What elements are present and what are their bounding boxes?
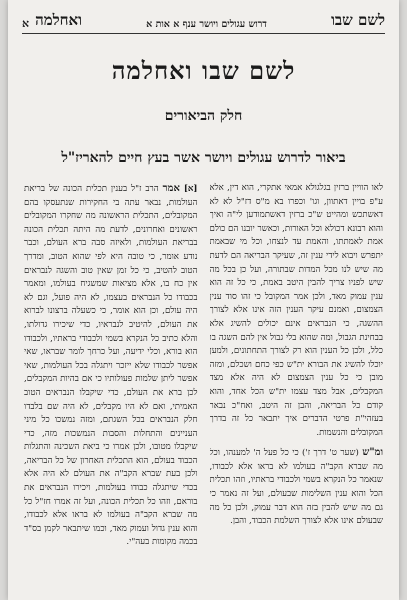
right-column-paragraph [24,182,198,550]
section-heading: ביאור לדרוש עגולים ויושר אשר בעץ חיים להאריז"ל [61,150,346,166]
page-subtitle: חלק הביאורים [164,108,243,124]
running-head-right-title: ואחלמה [35,11,82,29]
text-columns [24,182,383,592]
page-title: לשם שבו ואחלמה [111,56,296,85]
left-column-bottom-text: (שער ט' דרך ז') כי כל פעל ה' למענהו, וכל מה שברא הקב"ה בעולמו לא בראו אלא לכבודו, שנאמר כל הנקרא בשמי ולכבודי בראתיו, וזהו תכלית הכל והוא ענין השלימות שבעולם, ועל זה נאמר כי גם מה שיש להבין בזה הוא דבר עמוק, ולכן כל מה שבעולם אינו אלא לצורך השלמת הכבוד, והבן. [209,448,383,527]
lead-word: אמר [162,183,180,194]
document-page [8,0,399,600]
paragraph-mark: [א] [183,184,198,194]
left-column [210,182,384,592]
right-column [24,182,198,592]
running-head-subtitle: דרוש עגולים ויושר ענף א אות א [146,19,267,30]
left-column-bottom-paragraph [210,446,384,529]
running-head-left-title: לשם שבו [331,11,385,29]
left-column-paragraph: לאו הוויין ברזין בגלגולא אמאי אתקרי, הוא דין, אלא ע"פ בויין דאתוון, וגו' וכפרו בא מ"ס דז"ל לא לא דאשתכש ומהייט ש"כ ברזין דאשתמודען לי"ה ואיך והוא רבונא דכולא וכל האורות, וכאשר יובנו הם כולם אמת לאמתתו, והאמת עד לנצחו, וכל מי שבאמת יתפרש ויבוא לידי ענין זה, שעיקר הבריאה הם לדעת מה שיש לנו מכל המדות שבתורה, ועל כן בכל מה שיש לפניו צריך להבין היטב באמת, כי כל זה הוא ענין עמוק מאד, ולכן אמר המקובל כי זהו סוד ענין הצמצום, ואמנם עיקר הענין הזה אינו אלא לצורך ההשגה, כי הנבראים אינם יכולים להשיג אלא בבחינת הגבול, ומה שהוא בלי גבול אין להם השגה בו כלל, ולכן כל הענין הוא רק לצורך התחתונים, ולמען יוכלו להשיג את הבורא ית"ש כפי כחם ושכלם, ומזה מובן כי כל ענין הצמצום לא היה אלא מצד המקבלים, אבל מצד עצמו ית"ש הכל אחד, והוא קודם כל הבריאה, והבן זה היטב, ואח"כ נבאר בעזהי"ת פרטי הדברים איך יתבאר כל זה בדרך המקובלים והנשמות. [209,183,383,438]
bottom-lead-word: ומ"ש [362,447,383,459]
page-letter: א [22,17,30,30]
running-head [22,12,385,34]
right-column-text: הרב ז"ל בענין תכלית הכונה של בריאת העולמות, נבאר עתה בי החקירות שנתעסקו בהם המקובלים, התכלית הראשונה מה שחקרו המקובלים ראשונים ואחרונים, לדעת מה היתה תכלית הכונה בבריאת העולמות, ולאיזה סבה ברא העולם, וכבר נודע אומר, כי טובה היא לפי שהוא הטוב, ומדרך הטוב להטיב, כי כל זמן שאין טוב והשגה לנבראים אין כח בו, אלא מציאות שמשגיח בעולמו, ומאמר בכבודו כל הנבראים בעצמו, לא היה פועל, וגם לא היה עולם, וכן הוא אומר, כי כשעלה ברצונו לברוא את העולם, להיטיב לנבראיו, כדי שיכירו גדולתו, והלא כתיב כל הנקרא בשמי ולכבודי בראתיו, ולכבודו הוא בורא, וכלי ידיעה, ועל כרחך לומר שבראו, שאי אפשר לכבודו שלא ייזכר ויתגלה בכל העולמות, שאי אפשר ליתן שלמות פעולותיו כי אם בהיות המקבלים, לכן ברא את העולם, כדי שיקבלו הנבראים הטוב האמיתי, ואם לא היו מקבלים, לא היה שם בלבדו חלק הנבראים בכל השגתם, ומזה נמשכו כל מיני העניינים והתחלות והסבות הנמשכות מזה, כדי שיקבלו מטובו, ולכן אמרו כי ביאת השכינה והתגלות הכבוד בעולם, הוא התכלית האחרון של כל הבריאה, ולכן בעת שברא הקב"ה את העולם לא היה אלא בכדי שיתגלה כבודו בעולמות, ויכירו הנבראים את בוראם, וזהו כל תכלית הכונה, ועל זה אמרו חז"ל כל מה שברא הקב"ה בעולמו לא בראו אלא לכבודו, והוא ענין גדול ועמוק מאד, וכמו שיתבאר לקמן בס"ד בכמה מקומות בעה"י. [24,184,198,548]
running-head-right [22,11,82,30]
